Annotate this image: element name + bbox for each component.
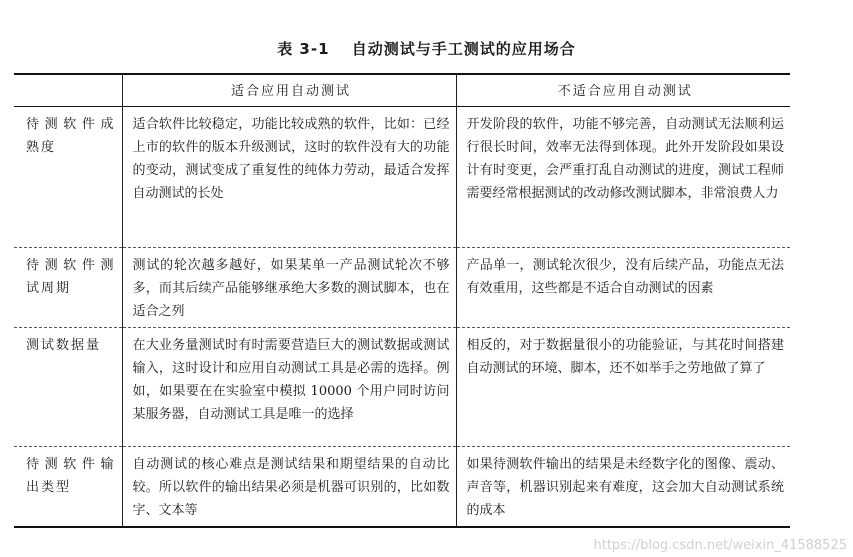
row-unsuitable: 产品单一，测试轮次很少，没有后续产品，功能点无法有效重用，这些都是不适合自动测试的因素 xyxy=(456,248,790,328)
row-unsuitable: 开发阶段的软件，功能不够完善，自动测试无法顺利运行很长时间，效率无法得到体现。此外开发阶段如果设计有时变更，会严重打乱自动测试的进度，测试工程师需要经常根据测试的改动修改测试脚本，非常浪费人力 xyxy=(456,107,790,248)
watermark-text: https://blog.csdn.net/weixin_41588525 xyxy=(593,538,847,553)
row-dimension: 待测软件输出类型 xyxy=(14,447,122,528)
header-dimension xyxy=(14,74,122,107)
row-suitable: 测试的轮次越多越好，如果某单一产品测试轮次不够多，而其后续产品能够继承绝大多数的测试脚本，也在适合之列 xyxy=(122,248,456,328)
row-dimension: 待测软件成熟度 xyxy=(14,107,122,248)
row-dimension: 待测软件测试周期 xyxy=(14,248,122,328)
row-suitable: 适合软件比较稳定，功能比较成熟的软件，比如：已经上市的软件的版本升级测试，这时的软件没有大的功能的变动，测试变成了重复性的纯体力劳动，最适合发挥自动测试的长处 xyxy=(122,107,456,248)
header-suitable: 适合应用自动测试 xyxy=(122,74,456,107)
row-unsuitable: 如果待测软件输出的结果是未经数字化的图像、震动、声音等，机器识别起来有难度，这会加大自动测试系统的成本 xyxy=(456,447,790,528)
table-caption xyxy=(0,38,853,59)
table-row xyxy=(14,248,790,328)
row-suitable: 在大业务量测试时有时需要营造巨大的测试数据或测试输入，这时设计和应用自动测试工具是必需的选择。例如，如果要在在实验室中模拟 10000 个用户同时访问某服务器，自动测试工具是唯一的选择 xyxy=(122,328,456,447)
header-unsuitable: 不适合应用自动测试 xyxy=(456,74,790,107)
caption-number: 表 3-1 xyxy=(277,40,330,58)
caption-title: 自动测试与手工测试的应用场合 xyxy=(351,40,576,58)
header-row xyxy=(14,74,790,107)
table-row xyxy=(14,447,790,528)
row-unsuitable: 相反的，对于数据量很小的功能验证，与其花时间搭建自动测试的环境、脚本，还不如举手之劳地做了算了 xyxy=(456,328,790,447)
row-dimension: 测试数据量 xyxy=(14,328,122,447)
table-row xyxy=(14,107,790,248)
row-suitable: 自动测试的核心难点是测试结果和期望结果的自动比较。所以软件的输出结果必须是机器可识别的，比如数字、文本等 xyxy=(122,447,456,528)
comparison-table xyxy=(14,73,790,528)
table-row xyxy=(14,328,790,447)
